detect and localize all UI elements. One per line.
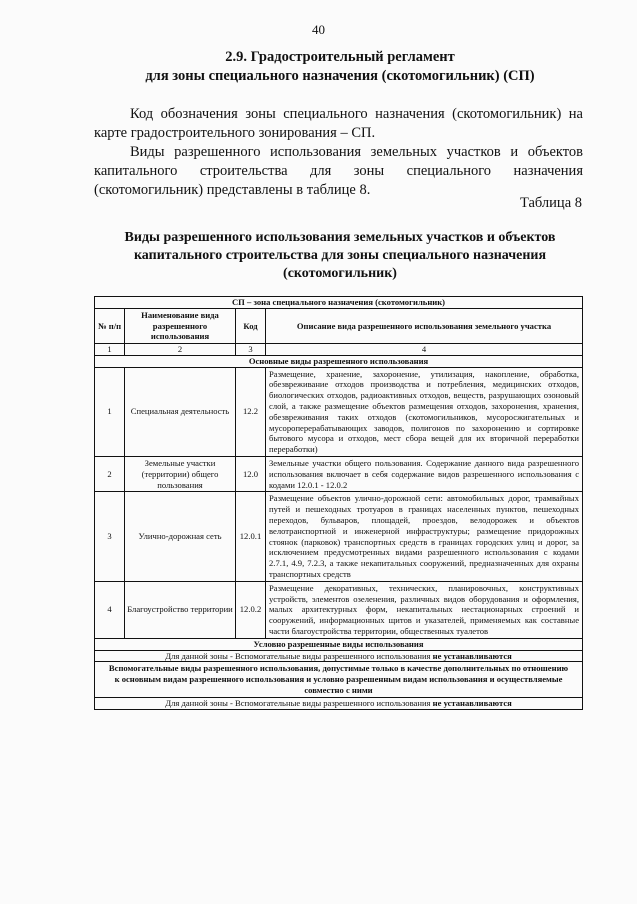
table-row xyxy=(95,456,583,491)
column-number-1: 1 xyxy=(95,344,125,356)
row-number: 1 xyxy=(95,367,125,456)
column-header-row xyxy=(95,309,583,344)
zone-header: СП – зона специального назначения (скотомогильник) xyxy=(95,297,583,309)
main-section-row xyxy=(95,355,583,367)
land-use-table xyxy=(94,296,583,710)
row-code: 12.2 xyxy=(236,367,266,456)
table-title-line-3: (скотомогильник) xyxy=(283,266,397,281)
row-description: Размещение декоративных, технических, планировочных, конструктивных устройств, элементов озеленения, различных видов оборудования и оформления, малых архитектурных форм, некапитальных нестационарных строений и сооружений, информационных щитов и указателей, применяемых как составные части благоустройства территории, общественных туалетов xyxy=(266,581,583,638)
table-caption: Таблица 8 xyxy=(519,195,582,211)
paragraph-uses-intro-text: Виды разрешенного использования земельных участков и объектов капитального строительства для зоны специального назначения (скотомогильник) представлены в таблице 8. xyxy=(94,144,583,198)
column-number-4: 4 xyxy=(266,344,583,356)
auxiliary-note-row xyxy=(95,697,583,709)
row-description: Размещение, хранение, захоронение, утилизация, накопление, обработка, обезвреживание отходов производства и потребления, медицинских отходов, биологических отходов, радиоактивных отходов, веществ, разрушающих озоновый слой, а также размещение объектов размещения отходов, захоронения, хранения, обезвреживания таких отходов (скотомогильников, мусоросжигательных и мусороперерабатывающих заводов, полигонов по захоронению и сортировке бытового мусора и отходов, мест сбора вещей для их вторичной переработки переработки) xyxy=(266,367,583,456)
auxiliary-note xyxy=(95,697,583,709)
auxiliary-section-title: Вспомогательные виды разрешенного использования, допустимые только в качестве дополнительных по отношению к основным видам разрешенного использования и условно разрешенным видам использования и осуществляемые совместно с ними xyxy=(95,662,583,697)
row-description: Земельные участки общего пользования. Содержание данного вида разрешенного использования включает в себя содержание видов разрешенного использования с кодами 12.0.1 - 12.0.2 xyxy=(266,456,583,491)
column-number-2: 2 xyxy=(125,344,236,356)
row-code: 12.0 xyxy=(236,456,266,491)
table-title-line-1: Виды разрешенного использования земельных участков и объектов xyxy=(124,230,556,245)
row-code: 12.0.2 xyxy=(236,581,266,638)
row-number: 4 xyxy=(95,581,125,638)
row-use-name: Благоустройство территории xyxy=(125,581,236,638)
section-heading-line-2: для зоны специального назначения (скотомогильник) (СП) xyxy=(145,68,535,84)
conditional-note-row xyxy=(95,650,583,662)
column-header-name: Наименование вида разрешенного использования xyxy=(125,309,236,344)
conditional-note-emphasis: не устанавливаются xyxy=(432,650,512,661)
auxiliary-note-emphasis: не устанавливаются xyxy=(432,697,512,708)
conditional-section-title: Условно разрешенные виды использования xyxy=(95,638,583,650)
row-number: 3 xyxy=(95,492,125,581)
column-header-number: № п/п xyxy=(95,309,125,344)
table-row xyxy=(95,581,583,638)
column-number-3: 3 xyxy=(236,344,266,356)
row-use-name: Улично-дорожная сеть xyxy=(125,492,236,581)
conditional-section-row xyxy=(95,638,583,650)
paragraph-zone-code xyxy=(94,105,583,143)
table-title xyxy=(95,229,585,283)
row-use-name: Специальная деятельность xyxy=(125,367,236,456)
conditional-note-text: Для данной зоны - Вспомогательные виды разрешенного использования xyxy=(165,650,431,661)
auxiliary-note-text: Для данной зоны - Вспомогательные виды разрешенного использования xyxy=(165,697,431,708)
column-header-code: Код xyxy=(236,309,266,344)
section-heading-line-1: 2.9. Градостроительный регламент xyxy=(225,49,455,65)
main-section-title: Основные виды разрешенного использования xyxy=(95,355,583,367)
table-row xyxy=(95,367,583,456)
row-use-name: Земельные участки (территории) общего пользования xyxy=(125,456,236,491)
table-title-line-2: капитального строительства для зоны специального назначения xyxy=(133,248,547,263)
page-number: 40 xyxy=(312,22,325,37)
conditional-note xyxy=(95,650,583,662)
row-code: 12.0.1 xyxy=(236,492,266,581)
column-number-row xyxy=(95,344,583,356)
column-header-description: Описание вида разрешенного использования земельного участка xyxy=(266,309,583,344)
paragraph-uses-intro xyxy=(94,143,583,200)
row-number: 2 xyxy=(95,456,125,491)
table-row xyxy=(95,492,583,581)
zone-header-row xyxy=(95,297,583,309)
paragraph-zone-code-text: Код обозначения зоны специального назначения (скотомогильник) на карте градостроительного зонирования – СП. xyxy=(94,106,583,141)
row-description: Размещение объектов улично-дорожной сети: автомобильных дорог, трамвайных путей и пешеходных тротуаров в границах населенных пунктов, пешеходных переходов, бульваров, площадей, проездов, велодорожек и объектов велотранспортной и инженерной инфраструктуры; размещение придорожных стоянок (парковок) транспортных средств в границах городских улиц и дорог, за исключением предусмотренных видами разрешенного использования с кодами 2.7.1, 4.9, 7.2.3, а также некапитальных сооружений, предназначенных для охраны транспортных средств xyxy=(266,492,583,581)
auxiliary-section-row xyxy=(95,662,583,697)
